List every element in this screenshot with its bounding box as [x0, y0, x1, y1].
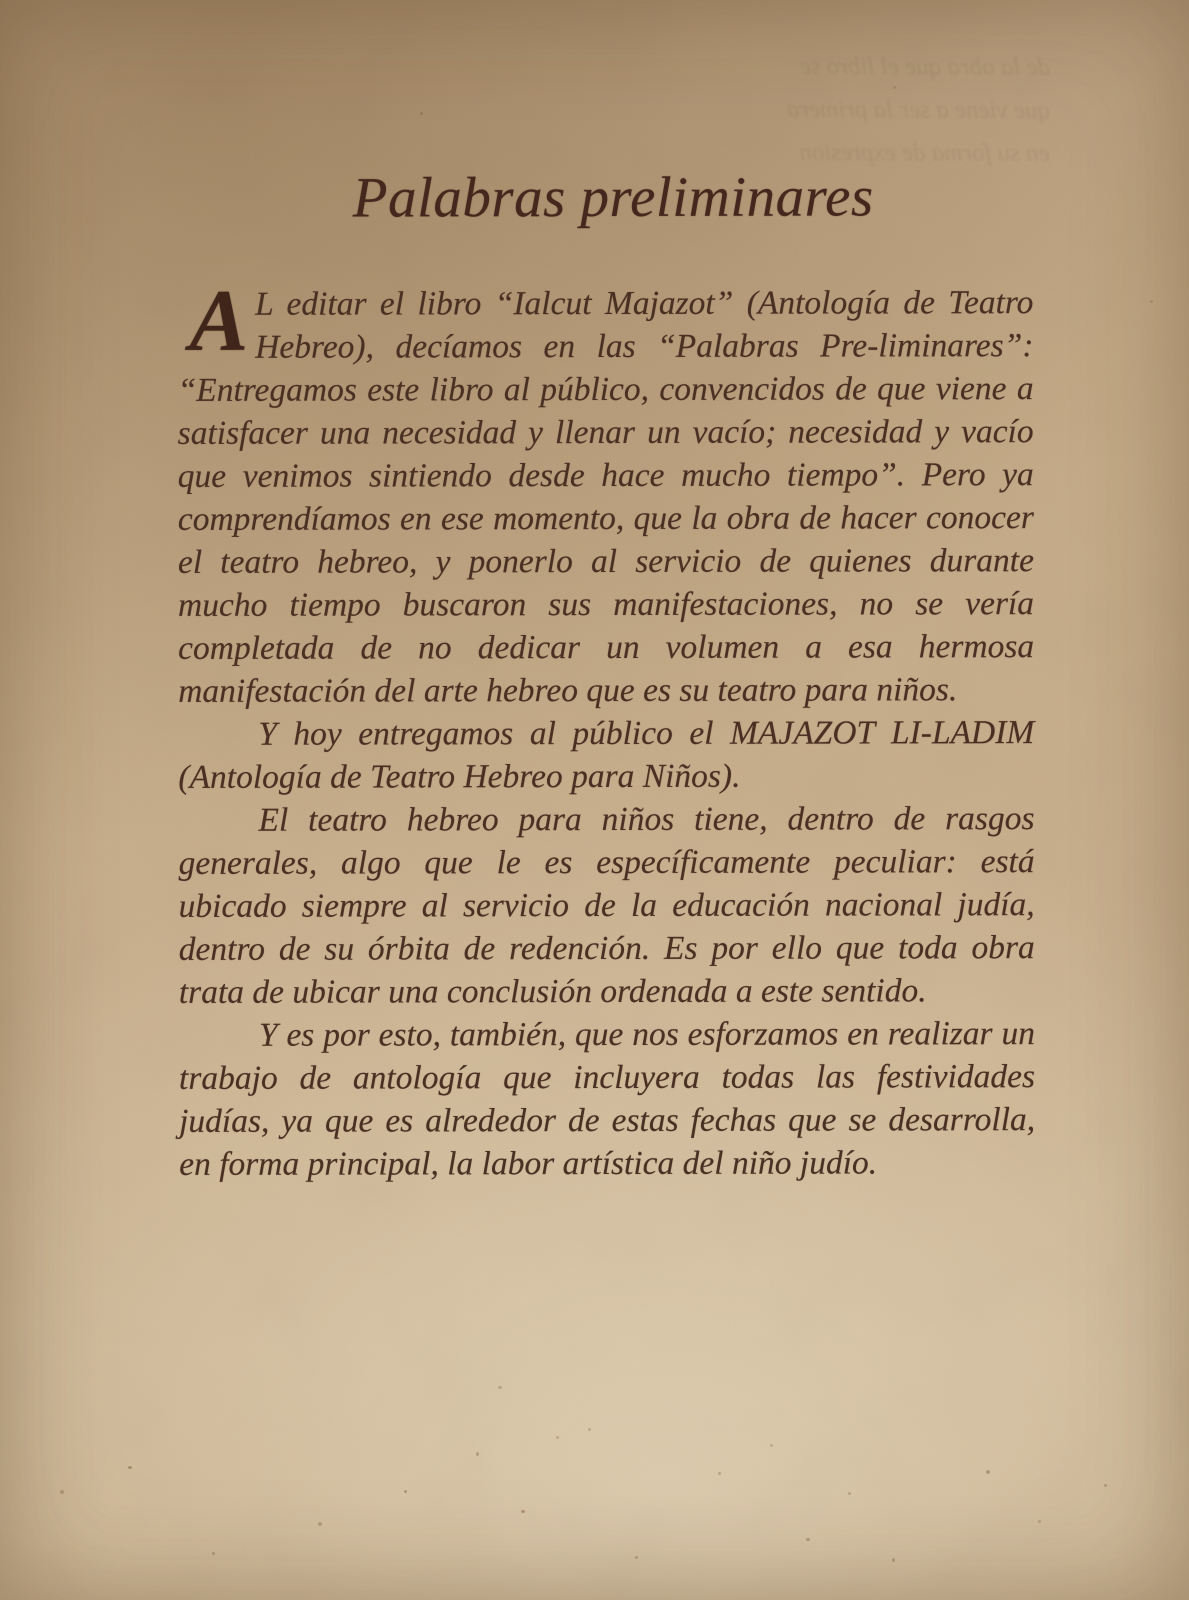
paper-speck — [588, 1428, 591, 1431]
paragraph-text: editar el libro “Ialcut Majazot” (Antología de Teatro Hebreo), decíamos en las “Palabras Pre-liminares”: “Entregamos este libro al público, convencidos de que viene a satisfacer una necesidad y llenar un vacío; necesidad y vacío que venimos sintiendo desde hace mucho tiempo”. Pero ya comprendíamos en ese momento, que la obra de hacer conocer el teatro hebreo, y ponerlo al servicio de quienes durante mucho tiempo buscaron sus manifestaciones, no se vería completada de no dedicar un volumen a esa hermosa manifestación del arte hebreo que es su teatro para niños. — [177, 284, 1035, 711]
paper-speck — [718, 1472, 721, 1475]
paper-speck — [521, 1510, 525, 1513]
paragraph — [179, 1013, 1035, 1187]
paper-speck — [892, 1558, 895, 1562]
paper-speck — [1150, 300, 1153, 303]
paper-speck — [404, 1490, 407, 1493]
paper-speck — [212, 1552, 215, 1555]
paper-speck — [128, 1466, 132, 1469]
paper-speck — [498, 1386, 502, 1389]
paper-speck — [556, 1436, 559, 1439]
paper-speck — [1038, 1520, 1041, 1523]
drop-cap: A — [189, 273, 249, 371]
paragraph-text: Y es por esto, también, que nos esforzamos en realizar un trabajo de antología que incluyera todas las festividades judías, ya que es alrededor de estas fechas que se desarrolla, en forma principal, la labor artística del niño judío. — [178, 1015, 1036, 1184]
page-text-block — [177, 0, 1035, 1186]
body-copy — [177, 228, 1035, 1187]
paragraph-runin: L — [255, 286, 274, 324]
paper-speck — [635, 1556, 638, 1559]
paragraph-text: El teatro hebreo para niños tiene, dentro de rasgos generales, algo que le es específicamente peculiar: está ubicado siempre al servicio de la educación nacional judía, dentro de su órbita de redención. Es por ello que toda obra trata de ubicar una conclusión ordenada a este sentido. — [178, 800, 1035, 1012]
page-showthrough-ghost-text: de la obra que el libro se que viene a ser la primera en su forma de expresion — [786, 52, 1051, 167]
paper-speck — [770, 1444, 773, 1447]
paper-speck — [476, 1452, 479, 1456]
paper-speck — [1104, 1484, 1107, 1487]
paragraph — [178, 798, 1034, 1015]
paper-speck — [848, 1492, 851, 1495]
paper-speck — [986, 1470, 990, 1474]
paper-speck — [806, 1538, 810, 1541]
paper-speck — [60, 1490, 64, 1494]
paragraph — [177, 273, 1035, 714]
paragraph — [178, 712, 1034, 800]
paragraph-text: Y hoy entregamos al público el MAJAZOT LI-LADIM (Antología de Teatro Hebreo para Niños). — [178, 714, 1035, 797]
paper-speck — [318, 1522, 322, 1526]
page-title: Palabras preliminares — [352, 165, 874, 230]
